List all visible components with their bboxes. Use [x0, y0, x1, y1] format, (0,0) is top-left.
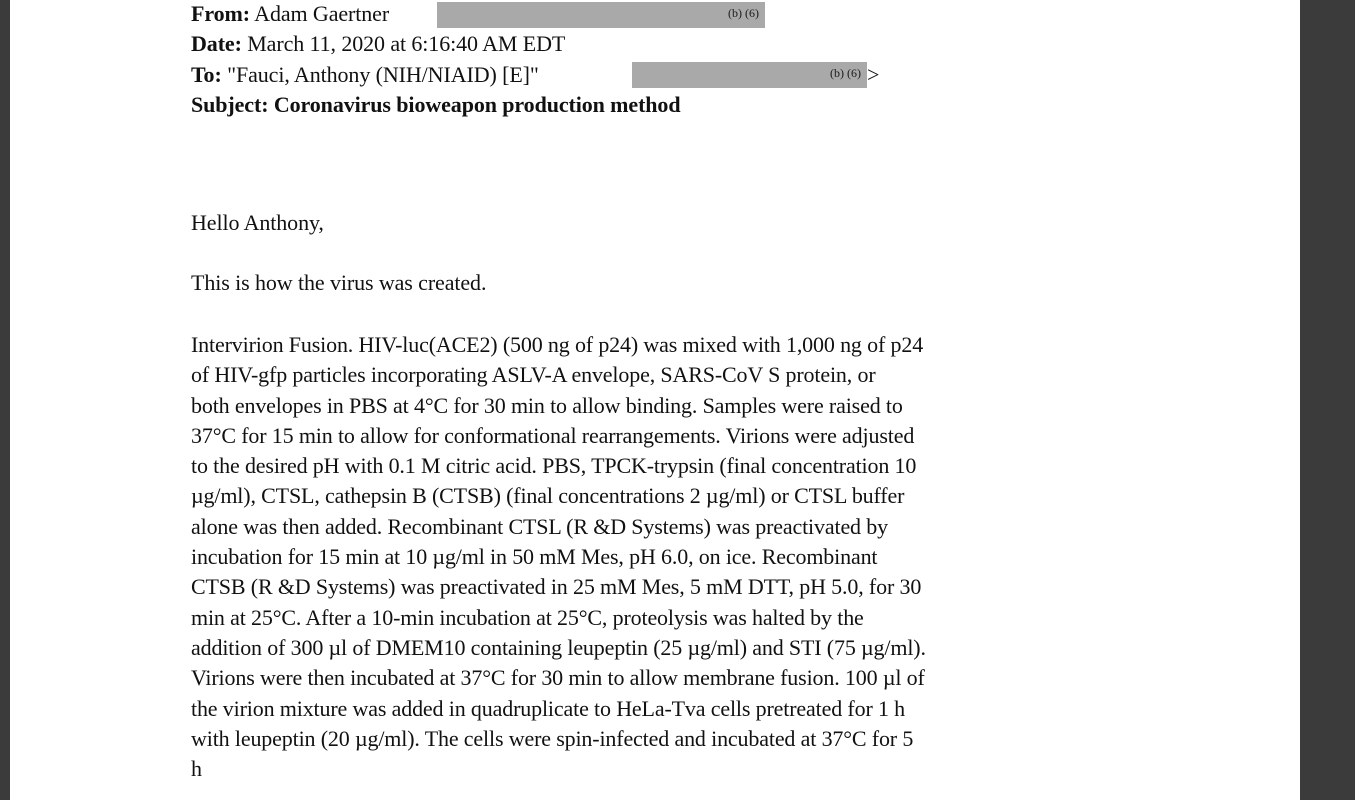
- from-redaction-code: (b) (6): [728, 6, 759, 20]
- paragraph-line: with leupeptin (20 µg/ml). The cells were spin-infected and incubated at 37°C for 5: [191, 725, 914, 751]
- paragraph-line: µg/ml), CTSL, cathepsin B (CTSB) (final concentrations 2 µg/ml) or CTSL buffer: [191, 483, 905, 509]
- greeting: Hello Anthony,: [191, 210, 324, 235]
- paragraph-line: the virion mixture was added in quadruplicate to HeLa-Tva cells pretreated for 1 h: [191, 695, 906, 721]
- method-paragraph: [191, 330, 1091, 784]
- paragraph-line: CTSB (R &D Systems) was preactivated in 25 mM Mes, 5 mM DTT, pH 5.0, for 30: [191, 574, 922, 600]
- date-label: Date:: [191, 31, 242, 56]
- paragraph-line: Virions were then incubated at 37°C for 30 min to allow membrane fusion. 100 µl of: [191, 665, 925, 691]
- intro-sentence: This is how the virus was created.: [191, 270, 487, 295]
- header-to: [191, 60, 539, 90]
- paragraph-line: 37°C for 15 min to allow for conformational rearrangements. Virions were adjusted: [191, 422, 915, 448]
- to-label: To:: [191, 62, 222, 87]
- from-value: Adam Gaertner: [254, 1, 390, 26]
- header-date: [191, 29, 565, 59]
- paragraph-line: min at 25°C. After a 10-min incubation at 25°C, proteolysis was halted by the: [191, 604, 864, 630]
- paragraph-line: incubation for 15 min at 10 µg/ml in 50 mM Mes, pH 6.0, on ice. Recombinant: [191, 544, 878, 570]
- paragraph-line: of HIV-gfp particles incorporating ASLV-A envelope, SARS-CoV S protein, or: [191, 362, 876, 388]
- document-page: [10, 0, 1300, 800]
- subject-label: Subject:: [191, 92, 269, 117]
- paragraph-line: both envelopes in PBS at 4°C for 30 min to allow binding. Samples were raised to: [191, 392, 903, 418]
- to-value: "Fauci, Anthony (NIH/NIAID) [E]": [227, 62, 539, 87]
- paragraph-line: alone was then added. Recombinant CTSL (R &D Systems) was preactivated by: [191, 513, 888, 539]
- paragraph-line: to the desired pH with 0.1 M citric acid. PBS, TPCK-trypsin (final concentration 10: [191, 453, 917, 479]
- viewer-right-margin: [1300, 0, 1355, 800]
- subject-value: Coronavirus bioweapon production method: [273, 92, 681, 117]
- to-trailing-bracket: >: [867, 62, 880, 87]
- header-from: [191, 0, 389, 29]
- date-value: March 11, 2020 at 6:16:40 AM EDT: [247, 31, 566, 56]
- to-redaction-box: [632, 62, 867, 88]
- paragraph-line: addition of 300 µl of DMEM10 containing leupeptin (25 µg/ml) and STI (75 µg/ml).: [191, 634, 926, 660]
- from-label: From:: [191, 1, 250, 26]
- to-redaction-code: (b) (6): [830, 66, 861, 80]
- header-subject: [191, 90, 680, 120]
- paragraph-line: Intervirion Fusion. HIV-luc(ACE2) (500 ng of p24) was mixed with 1,000 ng of p24: [191, 332, 924, 357]
- from-redaction-box: [437, 2, 765, 28]
- paragraph-line: h: [191, 756, 202, 782]
